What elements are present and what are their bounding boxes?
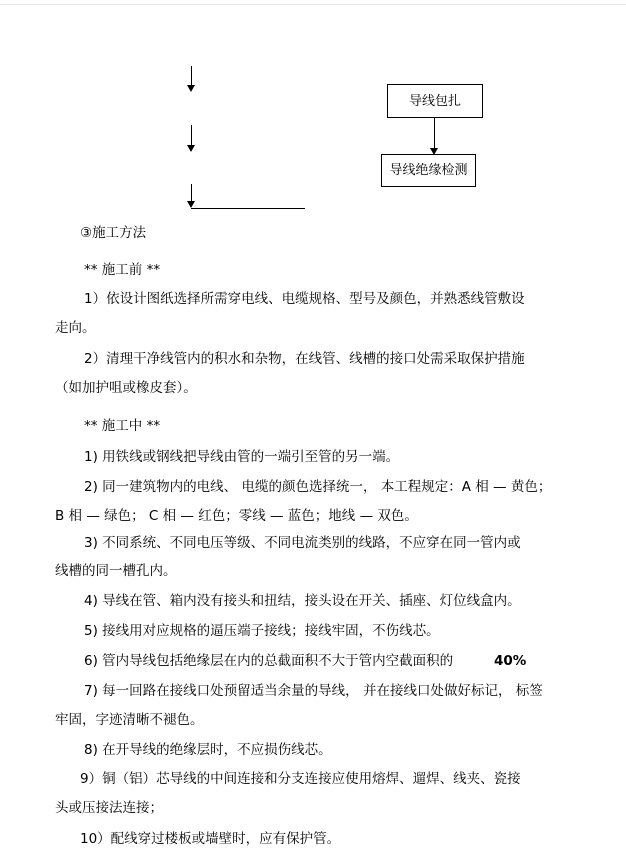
page-top-border xyxy=(0,4,626,5)
during-item-8: 8) 在开导线的绝缘层时，不应损伤线芯。 xyxy=(84,742,332,758)
during-item-9-line-1: 9）铜（铝）芯导线的中间连接和分支连接应使用熔焊、遛焊、线夹、瓷接 xyxy=(80,771,521,787)
before-item-1-line-1: 1）依设计图纸选择所需穿电线、电缆规格、型号及颜色，并熟悉线管敷设 xyxy=(84,291,525,307)
during-item-2-line-1: 2) 同一建筑物内的电线、 电缆的颜色选择统一， 本工程规定：A 相 — 黄色； xyxy=(84,479,552,495)
arrow-1-head xyxy=(187,85,195,92)
box-connector-shaft xyxy=(434,118,435,150)
section-title: ③施工方法 xyxy=(80,225,147,241)
during-item-2-line-2: B 相 — 绿色； C 相 — 红色；零线 — 蓝色；地线 — 双色。 xyxy=(55,508,418,524)
during-item-1: 1) 用铁线或钢线把导线由管的一端引至管的另一端。 xyxy=(84,449,400,465)
box-insulation-test: 导线绝缘检测 xyxy=(381,154,476,187)
before-heading: ** 施工前 ** xyxy=(84,262,161,278)
before-item-1-line-2: 走向。 xyxy=(55,320,96,336)
during-item-6: 6) 管内导线包括绝缘层在内的总截面积不大于管内空截面积的 xyxy=(84,653,454,669)
during-item-5: 5) 接线用对应规格的逼压端子接线；接线牢固，不伤线芯。 xyxy=(84,623,440,639)
during-item-9-line-2: 头或压接法连接； xyxy=(55,800,163,816)
during-item-6-percent: 40% xyxy=(494,653,527,669)
arrow-3-head xyxy=(187,201,195,208)
during-heading: ** 施工中 ** xyxy=(84,418,161,434)
during-item-4: 4) 导线在管、箱内没有接头和扭结，接头设在开关、插座、灯位线盒内。 xyxy=(84,593,521,609)
flow-bottom-line xyxy=(191,208,305,209)
during-item-7-line-2: 牢固，字迹清晰不褪色。 xyxy=(55,712,204,728)
during-item-7-line-1: 7) 每一回路在接线口处预留适当余量的导线， 并在接线口处做好标记， 标签 xyxy=(84,683,543,699)
arrow-1-shaft xyxy=(191,66,192,87)
during-item-10: 10）配线穿过楼板或墙壁时，应有保护管。 xyxy=(80,831,341,847)
box-wire-wrapping: 导线包扎 xyxy=(387,84,483,118)
during-item-3-line-1: 3) 不同系统、不同电压等级、不同电流类别的线路，不应穿在同一管内或 xyxy=(84,535,521,551)
during-item-3-line-2: 线槽的同一槽孔内。 xyxy=(55,563,177,579)
before-item-2-line-1: 2）清理干净线管内的积水和杂物，在线管、线槽的接口处需采取保护措施 xyxy=(84,351,525,367)
arrow-2-head xyxy=(187,145,195,152)
arrow-2-shaft xyxy=(191,125,192,147)
before-item-2-line-2: （如加护咀或橡皮套）。 xyxy=(55,380,197,396)
